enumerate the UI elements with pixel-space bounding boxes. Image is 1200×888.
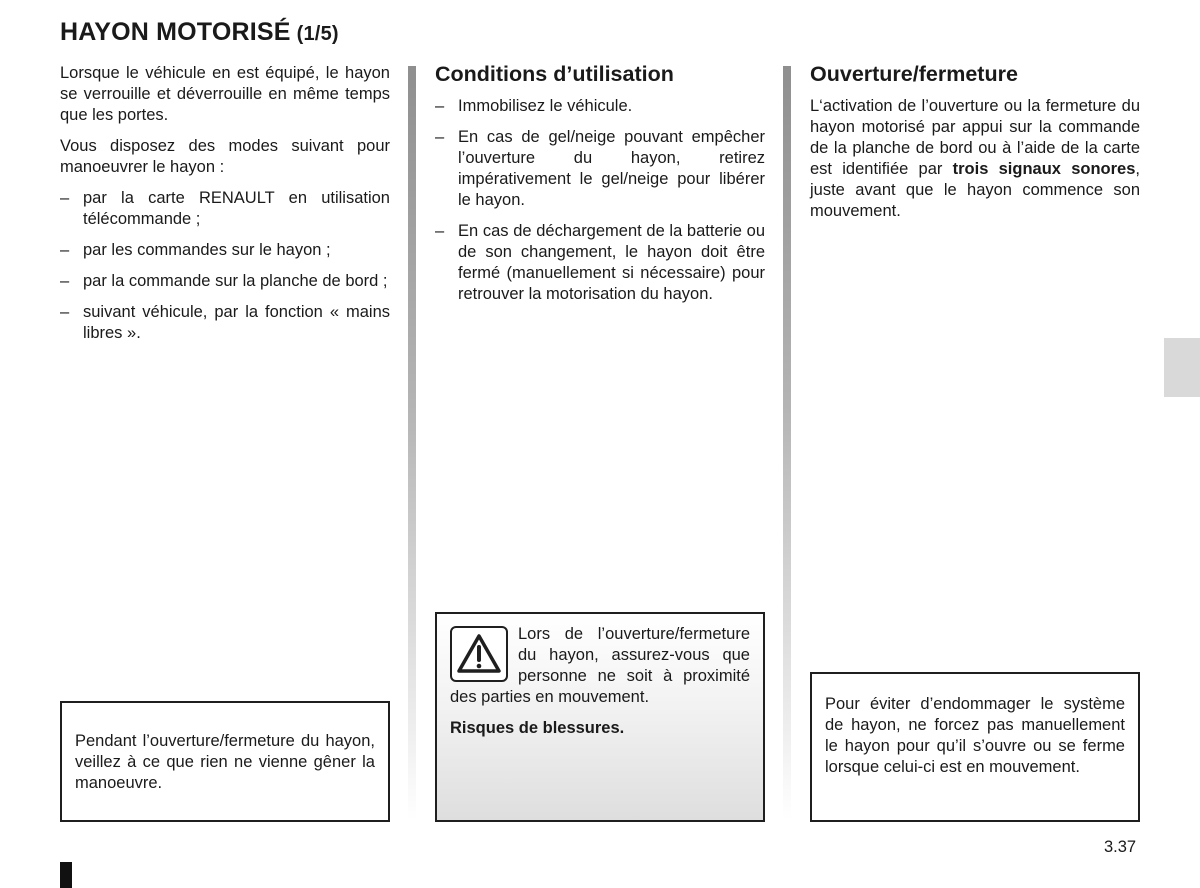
list-item: – suivant véhicule, par la fonction « mains libres ». — [60, 302, 390, 344]
opening-text: L‘activation de l’ouverture ou la fermeture du hayon motorisé par appui sur la commande de la planche de bord ou à l’aide de la carte est identifiée par — [810, 97, 1140, 178]
note-box-force — [810, 672, 1140, 822]
section-heading-conditions: Conditions d’utilisation — [435, 62, 674, 86]
column-opening — [810, 60, 1140, 232]
list-item: – par la carte RENAULT en utilisation télécommande ; — [60, 188, 390, 230]
page-number: 3.37 — [1104, 838, 1137, 856]
page-title-part: (1/5) — [296, 23, 339, 45]
chapter-tab-marker — [1164, 338, 1200, 397]
modes-list — [60, 188, 390, 344]
opening-emphasis: trois signaux sonores — [952, 160, 1136, 178]
column-intro — [60, 63, 390, 354]
page-title — [60, 18, 339, 47]
conditions-list — [435, 96, 765, 305]
intro-paragraph: Lorsque le véhicule en est équipé, le hayon se verrouille et déverrouille en même temps que les portes. — [60, 64, 390, 124]
modes-paragraph: Vous disposez des modes suivant pour manoeuvrer le hayon : — [60, 137, 390, 176]
opening-paragraph — [810, 96, 1140, 222]
list-item: – Immobilisez le véhicule. — [435, 96, 765, 117]
page-title-text: HAYON MOTORISÉ — [60, 18, 291, 46]
column-divider — [783, 66, 791, 820]
note-box-obstruction — [60, 701, 390, 822]
corner-mark — [60, 862, 72, 888]
note-text: Pendant l’ouverture/fermeture du hayon, veillez à ce que rien ne vienne gêner la manoeuvre. — [75, 732, 375, 792]
section-heading-opening: Ouverture/fermeture — [810, 62, 1018, 86]
warning-text: Lors de l’ouverture/fermeture du hayon, assurez-vous que personne ne soit à proximité des parties en mouvement. — [450, 625, 750, 706]
note-text: Pour éviter d’endommager le système de hayon, ne forcez pas manuellement le hayon pour qu’il s’ouvre ou se ferme lorsque celui-ci est en mouvement. — [825, 695, 1125, 776]
list-item: – En cas de gel/neige pouvant empêcher l’ouverture du hayon, retirez impérativement le gel/neige pour libérer le hayon. — [435, 127, 765, 211]
opening-text-end: , juste avant que le hayon commence son mouvement. — [810, 160, 1141, 220]
column-divider — [408, 66, 416, 820]
warning-emphasis: Risques de blessures. — [450, 719, 625, 737]
list-item: – par les commandes sur le hayon ; — [60, 240, 390, 261]
list-item: – par la commande sur la planche de bord ; — [60, 271, 390, 292]
warning-box — [435, 612, 765, 822]
warning-triangle-icon — [450, 626, 508, 682]
column-conditions — [435, 60, 765, 315]
list-item: – En cas de déchargement de la batterie ou de son changement, le hayon doit être fermé (manuellement si nécessaire) pour retrouver la motorisation du hayon. — [435, 221, 765, 305]
